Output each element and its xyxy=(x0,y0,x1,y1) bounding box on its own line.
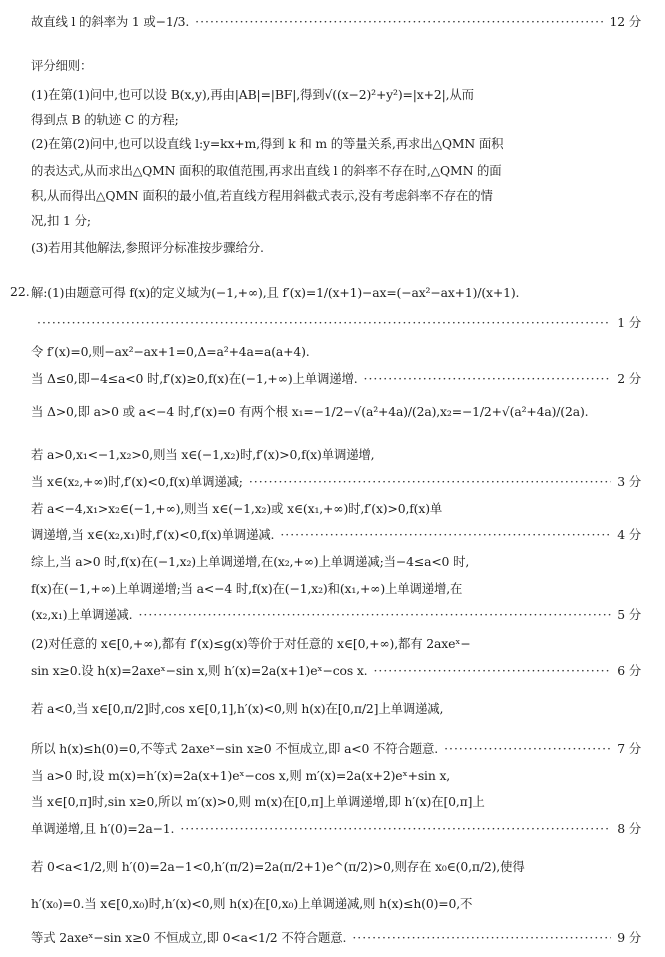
line-10: 解:(1)由题意可得 f(x)的定义域为(−1,+∞),且 f′(x)=1/(x+1)−ax=(−ax²−ax+1)/(x+1). xyxy=(31,285,520,300)
line-21: (x₂,x₁)上单调递减. ····· 5 分 xyxy=(31,606,641,623)
line-23: sin x≥0.设 h(x)=2axeˣ−sin x,则 h′(x)=2a(x+1)eˣ−cos x. ····· 6 分 xyxy=(31,662,641,679)
line-17: 若 a<−4,x₁>x₂∈(−1,+∞),则当 x∈(−1,x₂)或 x∈(x₁,+∞)时,f′(x)>0,f(x)单 xyxy=(31,501,443,516)
line-11: ····· 1 分 xyxy=(31,314,641,331)
line-9: (3)若用其他解法,参照评分标准按步骤给分. xyxy=(31,240,264,255)
line-20: f(x)在(−1,+∞)上单调递增;当 a<−4 时,f(x)在(−1,x₂)和(x₁,+∞)上单调递增,在 xyxy=(31,581,463,596)
line-29: 若 0<a<1/2,则 h′(0)=2a−1<0,h′(π/2)=2a(π/2+1)e^(π/2)>0,则存在 x₀∈(0,π/2),使得 xyxy=(31,859,525,874)
line-6: 的表达式,从而求出△QMN 面积的取值范围,再求出直线 l 的斜率不存在时,△QMN 的面 xyxy=(31,163,502,178)
line-16: 当 x∈(x₂,+∞)时,f′(x)<0,f(x)单调递减; ····· 3 分 xyxy=(31,473,641,490)
line-18: 调递增,当 x∈(x₂,x₁)时,f′(x)<0,f(x)单调递减. ····· 4 分 xyxy=(31,526,641,543)
line-2: 评分细则： xyxy=(31,58,93,73)
line-3: (1)在第(1)问中,也可以设 B(x,y),再由|AB|=|BF|,得到√((x−2)²+y²)=|x+2|,从而 xyxy=(31,87,474,102)
line-4: 得到点 B 的轨迹 C 的方程; xyxy=(31,112,179,127)
line-22: (2)对任意的 x∈[0,+∞),都有 f′(x)≤g(x)等价于对任意的 x∈[0,+∞),都有 2axeˣ− xyxy=(31,636,471,651)
line-26: 当 a>0 时,设 m(x)=h′(x)=2a(x+1)eˣ−cos x,则 m′(x)=2a(x+2)eˣ+sin x, xyxy=(31,768,451,783)
line-31: 等式 2axeˣ−sin x≥0 不恒成立,即 0<a<1/2 不符合题意. ····· 9 分 xyxy=(31,929,641,946)
line-5: (2)在第(2)问中,也可以设直线 l:y=kx+m,得到 k 和 m 的等量关系,再求出△QMN 面积 xyxy=(31,136,504,151)
line-28: 单调递增,且 h′(0)=2a−1. ····· 8 分 xyxy=(31,820,641,837)
line-15: 若 a>0,x₁<−1,x₂>0,则当 x∈(−1,x₂)时,f′(x)>0,f(x)单调递增, xyxy=(31,447,375,462)
line-12: 令 f′(x)=0,则−ax²−ax+1=0,Δ=a²+4a=a(a+4). xyxy=(31,344,310,359)
line-7: 积,从而得出△QMN 面积的最小值,若直线方程用斜截式表示,没有考虑斜率不存在的情 xyxy=(31,188,493,203)
line-14: 当 Δ>0,即 a>0 或 a<−4 时,f′(x)=0 有两个根 x₁=−1/2−√(a²+4a)/(2a),x₂=−1/2+√(a²+4a)/(2a). xyxy=(31,404,589,419)
line-27: 当 x∈[0,π]时,sin x≥0,所以 m′(x)>0,则 m(x)在[0,π]上单调递增,即 h′(x)在[0,π]上 xyxy=(31,794,485,809)
question-number: 22. xyxy=(10,284,30,299)
line-25: 所以 h(x)≤h(0)=0,不等式 2axeˣ−sin x≥0 不恒成立,即 a<0 不符合题意. ····· 7 分 xyxy=(31,740,641,757)
line-13: 当 Δ≤0,即−4≤a<0 时,f′(x)≥0,f(x)在(−1,+∞)上单调递增. ····· 2 分 xyxy=(31,370,641,387)
line-30: h′(x₀)=0.当 x∈[0,x₀)时,h′(x)<0,则 h(x)在[0,x₀)上单调递减,则 h(x)≤h(0)=0,不 xyxy=(31,896,473,911)
line-24: 若 a<0,当 x∈[0,π/2]时,cos x∈[0,1],h′(x)<0,则 h(x)在[0,π/2]上单调递减, xyxy=(31,701,444,716)
line-1: 故直线 l 的斜率为 1 或−1/3. ····· 12 分 xyxy=(31,13,641,30)
line-8: 况,扣 1 分; xyxy=(31,213,91,228)
line-19: 综上,当 a>0 时,f(x)在(−1,x₂)上单调递增,在(x₂,+∞)上单调递减;当−4≤a<0 时, xyxy=(31,554,470,569)
